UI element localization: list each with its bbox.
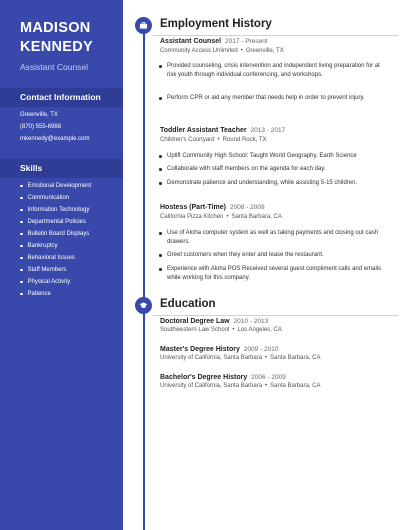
degree-dates: 2010 - 2013: [233, 318, 269, 325]
degree-name: Bachelor's Degree History: [160, 374, 248, 381]
contact-email[interactable]: mkennedy@example.com: [20, 136, 90, 142]
skill-item: [20, 279, 70, 285]
candidate-name: [20, 19, 93, 57]
job-entry-title: [160, 38, 268, 45]
contact-phone: (870) 555-6988: [20, 124, 62, 130]
section-divider: [153, 35, 398, 36]
job-company-line: [160, 137, 267, 143]
job-bullet: Perform CPR or aid any member that needs help in order to prevent injury.: [167, 94, 382, 103]
bullet-dot-icon: [20, 269, 23, 272]
job-title-headline: Assistant Counsel: [20, 62, 89, 72]
job-bullet: Greet customers when they enter and lease the restaurant.: [167, 251, 382, 260]
job-bullet: Uplift Community High School: Taught World Geography, Earth Science: [167, 152, 382, 161]
section-divider: [153, 315, 398, 316]
school-line: [160, 383, 321, 389]
skill-item: [20, 219, 86, 225]
bullet-dot-icon: [20, 221, 23, 224]
job-position: Toddler Assistant Teacher: [160, 127, 247, 134]
education-entry-title: [160, 346, 278, 353]
bullet-dot-icon: [20, 245, 23, 248]
job-entry-title: [160, 204, 265, 211]
degree-dates: 2009 - 2010: [243, 346, 279, 353]
degree-name: Master's Degree History: [160, 346, 240, 353]
school-location: Santa Barbara, CA: [270, 383, 321, 389]
job-entry-title: [160, 127, 285, 134]
skill-label: Communication: [27, 195, 70, 201]
skills-heading-band: [0, 159, 123, 178]
job-company-line: [160, 214, 282, 220]
education-heading: Education: [160, 298, 216, 310]
school-line: [160, 355, 321, 361]
job-location: Santa Barbara, CA: [231, 214, 282, 220]
separator-dot: •: [217, 137, 220, 143]
bullet-dot-icon: [20, 185, 23, 188]
separator-dot: •: [265, 383, 268, 389]
school-name: University of California, Santa Barbara: [160, 355, 263, 361]
bullet-dot-icon: [20, 281, 23, 284]
job-bullet: Provided counseling, crisis intervention and independent living preparation for at risk youth through individual conferencing, and workshops.: [167, 62, 382, 79]
skill-item: [20, 255, 75, 261]
name-last: KENNEDY: [20, 39, 93, 55]
separator-dot: •: [226, 214, 229, 220]
skill-item: [20, 195, 69, 201]
job-company: Children's Courtyard: [160, 137, 215, 143]
job-bullet: Experience with Aloha POS Received several guest compliment calls and emails while working for this company.: [167, 266, 382, 281]
skills-heading: Skills: [20, 163, 43, 173]
skill-label: Bulletin Board Displays: [27, 231, 90, 237]
contact-heading: Contact Information: [20, 92, 101, 102]
skill-item: [20, 243, 58, 249]
bullet-dot-icon: [20, 233, 23, 236]
school-location: Santa Barbara, CA: [270, 355, 321, 361]
contact-location: Greenville, TX: [20, 112, 58, 118]
degree-dates: 2006 - 2009: [251, 374, 286, 381]
job-company: Community Access Unlimited: [160, 48, 238, 54]
skill-label: Physical Activity: [27, 279, 71, 285]
job-company: California Pizza Kitchen: [160, 214, 224, 220]
skill-item: [20, 207, 89, 213]
separator-dot: •: [232, 327, 235, 333]
education-entry-title: [160, 318, 268, 325]
skill-label: Emotional Development: [27, 183, 92, 189]
school-name: University of California, Santa Barbara: [160, 383, 263, 389]
school-line: [160, 327, 282, 333]
skill-item: [20, 183, 91, 189]
skill-label: Staff Members: [27, 267, 67, 273]
skill-item: [20, 291, 51, 297]
bullet-dot-icon: [20, 209, 23, 212]
school-name: Southwestern Law School: [160, 327, 230, 333]
skill-item: [20, 267, 66, 273]
skill-label: Behavioral Issues: [27, 255, 75, 261]
job-bullet: Collaborate with staff members on the agenda for each day.: [167, 165, 382, 174]
job-position: Hostess (Part-Time): [160, 204, 227, 211]
graduation-cap-icon: [135, 297, 152, 314]
skill-item: [20, 231, 89, 237]
skill-label: Patience: [27, 291, 51, 297]
job-dates: 2008 - 2009: [229, 204, 265, 211]
bullet-dot-icon: [20, 197, 23, 200]
separator-dot: •: [240, 48, 243, 54]
employment-heading: Employment History: [160, 18, 272, 30]
education-entry-title: [160, 374, 286, 381]
timeline-line: [143, 24, 145, 530]
job-dates: 2017 - Present: [224, 38, 268, 45]
sidebar: [0, 0, 123, 530]
name-first: MADISON: [20, 20, 91, 36]
job-company-line: [160, 48, 284, 54]
school-location: Los Angeles, CA: [237, 327, 282, 333]
job-location: Round Rock, TX: [222, 137, 267, 143]
job-location: Greenville, TX: [245, 48, 284, 54]
skill-label: Bankruptcy: [27, 243, 58, 249]
job-position: Assistant Counsel: [160, 38, 222, 45]
briefcase-icon: [135, 17, 152, 34]
job-dates: 2013 - 2017: [250, 127, 286, 134]
skill-label: Departmental Policies: [27, 219, 86, 225]
bullet-dot-icon: [20, 257, 23, 260]
job-bullet: Demonstrate patience and understanding, while assisting 5-15 children.: [167, 179, 382, 188]
separator-dot: •: [265, 355, 268, 361]
job-bullet: Use of Aloha computer system as well as taking payments and closing out cash drawers.: [167, 229, 382, 246]
bullet-dot-icon: [20, 293, 23, 296]
skill-label: Information Technology: [27, 207, 90, 213]
degree-name: Doctoral Degree Law: [160, 318, 230, 325]
